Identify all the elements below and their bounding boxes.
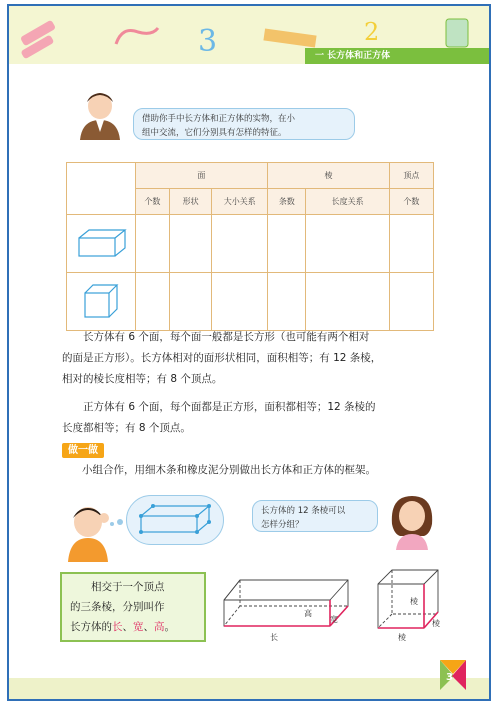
table-sub-header: 大小关系 (212, 189, 268, 215)
height-term: 高 (154, 621, 165, 633)
table-sub-header: 长度关系 (306, 189, 389, 215)
edge-label: 棱 (398, 633, 406, 642)
boy-avatar (62, 500, 118, 562)
number-three-icon: 3 (198, 24, 218, 59)
cuboid-dimension-figure (222, 578, 352, 634)
edge-label: 棱 (432, 619, 440, 628)
teacher-avatar (70, 88, 128, 140)
table-row (67, 273, 434, 331)
table-row (67, 215, 434, 273)
paragraph-line: 相对的棱长度相等；有 8 个顶点。 (62, 373, 223, 385)
cuboid-paragraph (62, 327, 442, 390)
table-sub-header: 个数 (135, 189, 169, 215)
activity-text: 小组合作，用细木条和橡皮泥分别做出长方体和正方体的框架。 (82, 464, 376, 476)
cuboid-figure (75, 226, 127, 260)
number-two-icon: 2 (364, 18, 380, 46)
separator: 、 (122, 621, 133, 633)
property-table (66, 162, 434, 331)
page-corner-icon (438, 658, 468, 692)
frame-model-figure (127, 496, 223, 544)
height-label: 高 (304, 609, 312, 618)
table-sub-header: 形状 (170, 189, 212, 215)
page-number: 3 (446, 672, 453, 683)
length-label: 长 (270, 633, 278, 642)
thought-bubble (126, 495, 224, 545)
cube-figure (79, 281, 123, 321)
width-label: 宽 (330, 615, 338, 624)
girl-speech-line: 长方体的 12 条棱可以 (261, 506, 346, 516)
table-corner-cell (67, 163, 136, 215)
table-group-header: 棱 (268, 163, 390, 189)
table-sub-header: 条数 (268, 189, 306, 215)
width-term: 宽 (133, 621, 144, 633)
girl-speech-bubble (252, 500, 378, 532)
girl-avatar (384, 490, 440, 550)
paragraph-line: 长方体有 6 个面，每个面一般都是长方形（也可能有两个相对 (83, 331, 370, 343)
cuboid-figure-cell (67, 215, 136, 273)
footer-band (9, 678, 489, 699)
table-group-header: 顶点 (389, 163, 433, 189)
table-group-header: 面 (135, 163, 268, 189)
definition-line (70, 617, 196, 637)
definition-line: 相交于一个顶点 (91, 581, 165, 593)
girl-speech-line: 怎样分组？ (261, 520, 304, 530)
separator: 、 (143, 621, 154, 633)
definition-prefix: 长方体的 (70, 621, 112, 633)
teacher-speech-bubble (133, 108, 355, 140)
thought-dots (108, 516, 128, 528)
paragraph-line: 的面是正方形）。长方体相对的面形状相同，面积相等；有 12 条棱， (62, 352, 382, 364)
definition-end: 。 (164, 621, 175, 633)
definition-box (60, 572, 206, 642)
cube-figure-cell (67, 273, 136, 331)
paragraph-line: 正方体有 6 个面，每个面都是正方形，面积都相等；12 条棱的 (83, 401, 376, 413)
length-term: 长 (112, 621, 123, 633)
paragraph-line: 长度都相等；有 8 个顶点。 (62, 422, 191, 434)
activity-tag: 做一做 (62, 443, 104, 458)
definition-line: 的三条棱，分别叫作 (70, 601, 165, 613)
table-sub-header: 个数 (389, 189, 433, 215)
teacher-speech-line: 借助你手中长方体和正方体的实物，在小 (142, 114, 296, 124)
cube-paragraph (62, 397, 442, 439)
chapter-title: 一 长方体和正方体 (305, 48, 489, 64)
edge-label: 棱 (410, 597, 418, 606)
teacher-speech-line: 组中交流，它们分别具有怎样的特征。 (142, 128, 287, 138)
